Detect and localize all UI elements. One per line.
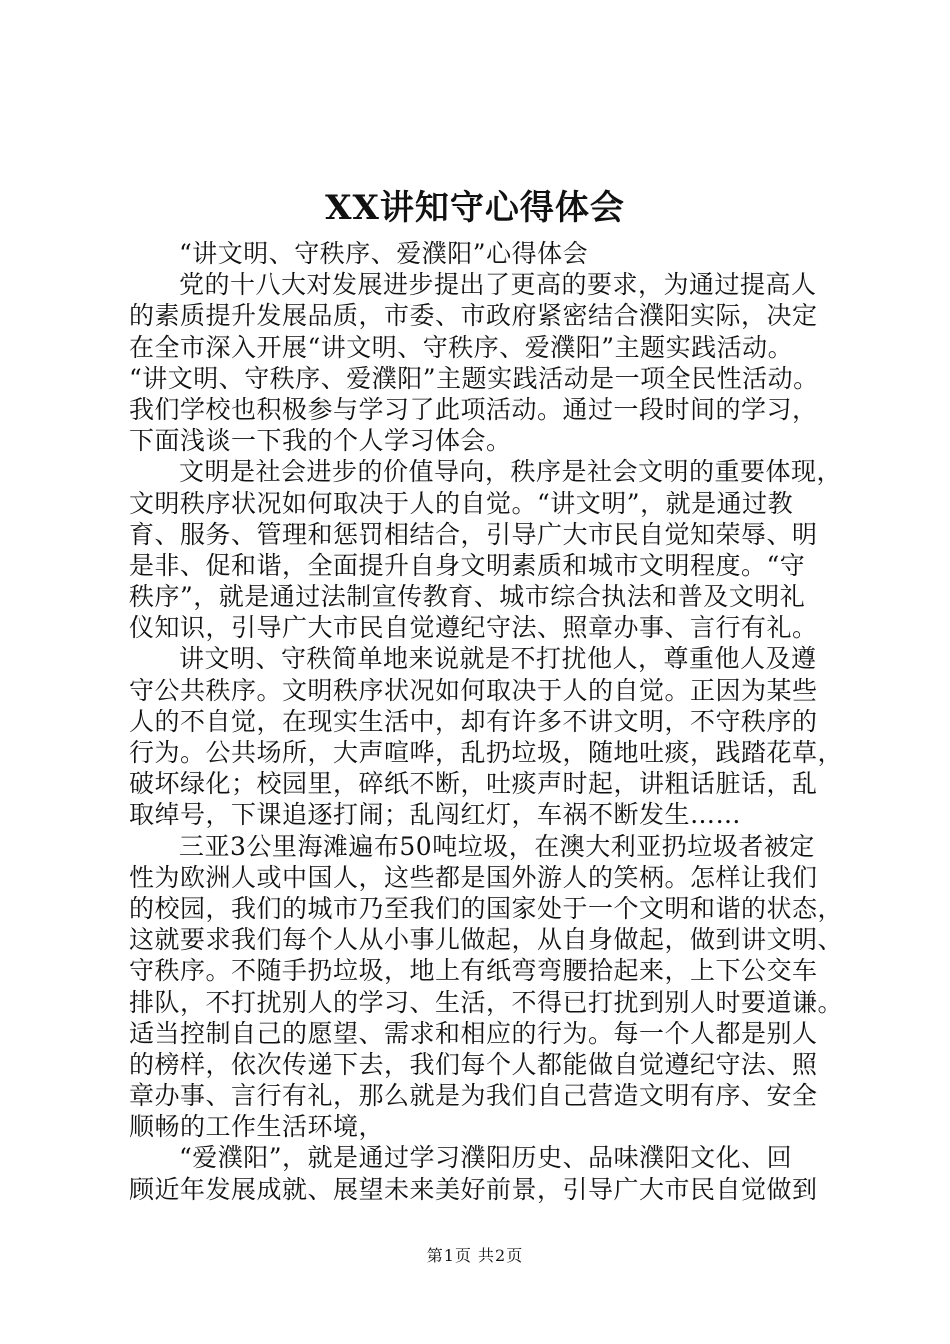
- body-text-line: 排队，不打扰别人的学习、生活，不得已打扰到别人时要道谦。: [129, 987, 844, 1017]
- document-body: [129, 238, 844, 1205]
- body-text-line: 顾近年发展成就、展望未来美好前景，引导广大市民自觉做到: [129, 1174, 818, 1204]
- body-text-line: 秩序”，就是通过法制宣传教育、城市综合执法和普及文明礼: [129, 582, 806, 612]
- body-text-line: “爱濮阳”，就是通过学习濮阳历史、品味濮阳文化、回: [179, 1143, 793, 1173]
- body-text-line: 守秩序。不随手扔垃圾，地上有纸弯弯腰拾起来，上下公交车: [129, 956, 818, 986]
- body-text-line: “讲文明、守秩序、爱濮阳”主题实践活动是一项全民性活动。: [129, 363, 819, 393]
- body-text-line: 破坏绿化；校园里，碎纸不断，吐痰声时起，讲粗话脏话，乱: [129, 769, 818, 799]
- page-number-footer: 第1页 共2页: [426, 1246, 524, 1265]
- body-text-line: 育、服务、管理和惩罚相结合，引导广大市民自觉知荣辱、明: [129, 519, 818, 549]
- body-text-line: 的素质提升发展品质，市委、市政府紧密结合濮阳实际，决定: [129, 301, 818, 331]
- body-text-line: 讲文明、守秩简单地来说就是不打扰他人，尊重他人及遵: [179, 644, 817, 674]
- body-text-line: 在全市深入开展“讲文明、守秩序、爱濮阳”主题实践活动。: [129, 332, 794, 362]
- body-text-line: 三亚3公里海滩遍布50吨垃圾，在澳大利亚扔垃圾者被定: [179, 831, 815, 861]
- body-text-line: 顺畅的工作生活环境，: [129, 1112, 385, 1142]
- body-text-line: 我们学校也积极参与学习了此项活动。通过一段时间的学习，: [129, 394, 818, 424]
- body-text-line: 下面浅谈一下我的个人学习体会。: [129, 426, 512, 456]
- page-title: XX讲知守心得体会: [325, 188, 625, 228]
- body-text-line: 仪知识，引导广大市民自觉遵纪守法、照章办事、言行有礼。: [129, 613, 818, 643]
- body-text-line: 行为。公共场所，大声喧哗，乱扔垃圾，随地吐痰，践踏花草，: [129, 738, 844, 767]
- body-text-line: 章办事、言行有礼，那么就是为我们自己营造文明有序、安全: [129, 1081, 818, 1111]
- body-text-line: 的校园，我们的城市乃至我们的国家处于一个文明和谐的状态，: [129, 893, 844, 923]
- body-text-line: 适当控制自己的愿望、需求和相应的行为。每一个人都是别人: [129, 1018, 818, 1048]
- body-text-line: 的榜样，依次传递下去，我们每个人都能做自觉遵纪守法、照: [129, 1049, 818, 1079]
- body-text-line: 党的十八大对发展进步提出了更高的要求，为通过提高人: [179, 270, 817, 300]
- body-text-line: 这就要求我们每个人从小事儿做起，从自身做起，做到讲文明、: [129, 925, 844, 955]
- body-text-line: 文明是社会进步的价值导向，秩序是社会文明的重要体现，: [179, 457, 843, 487]
- body-text-line: 文明秩序状况如何取决于人的自觉。“讲文明”，就是通过教: [129, 488, 794, 518]
- body-text-line: 人的不自觉，在现实生活中，却有许多不讲文明，不守秩序的: [129, 706, 818, 736]
- body-text-line: 是非、促和谐，全面提升自身文明素质和城市文明程度。“守: [129, 550, 806, 580]
- body-text-line: 性为欧洲人或中国人，这些都是国外游人的笑柄。怎样让我们: [129, 862, 818, 892]
- body-text-line: 取绰号，下课追逐打闹；乱闯红灯，车祸不断发生……: [129, 800, 742, 830]
- body-text-line: 守公共秩序。文明秩序状况如何取决于人的自觉。正因为某些: [129, 675, 818, 705]
- body-text-line: “讲文明、守秩序、爱濮阳”心得体会: [179, 239, 589, 268]
